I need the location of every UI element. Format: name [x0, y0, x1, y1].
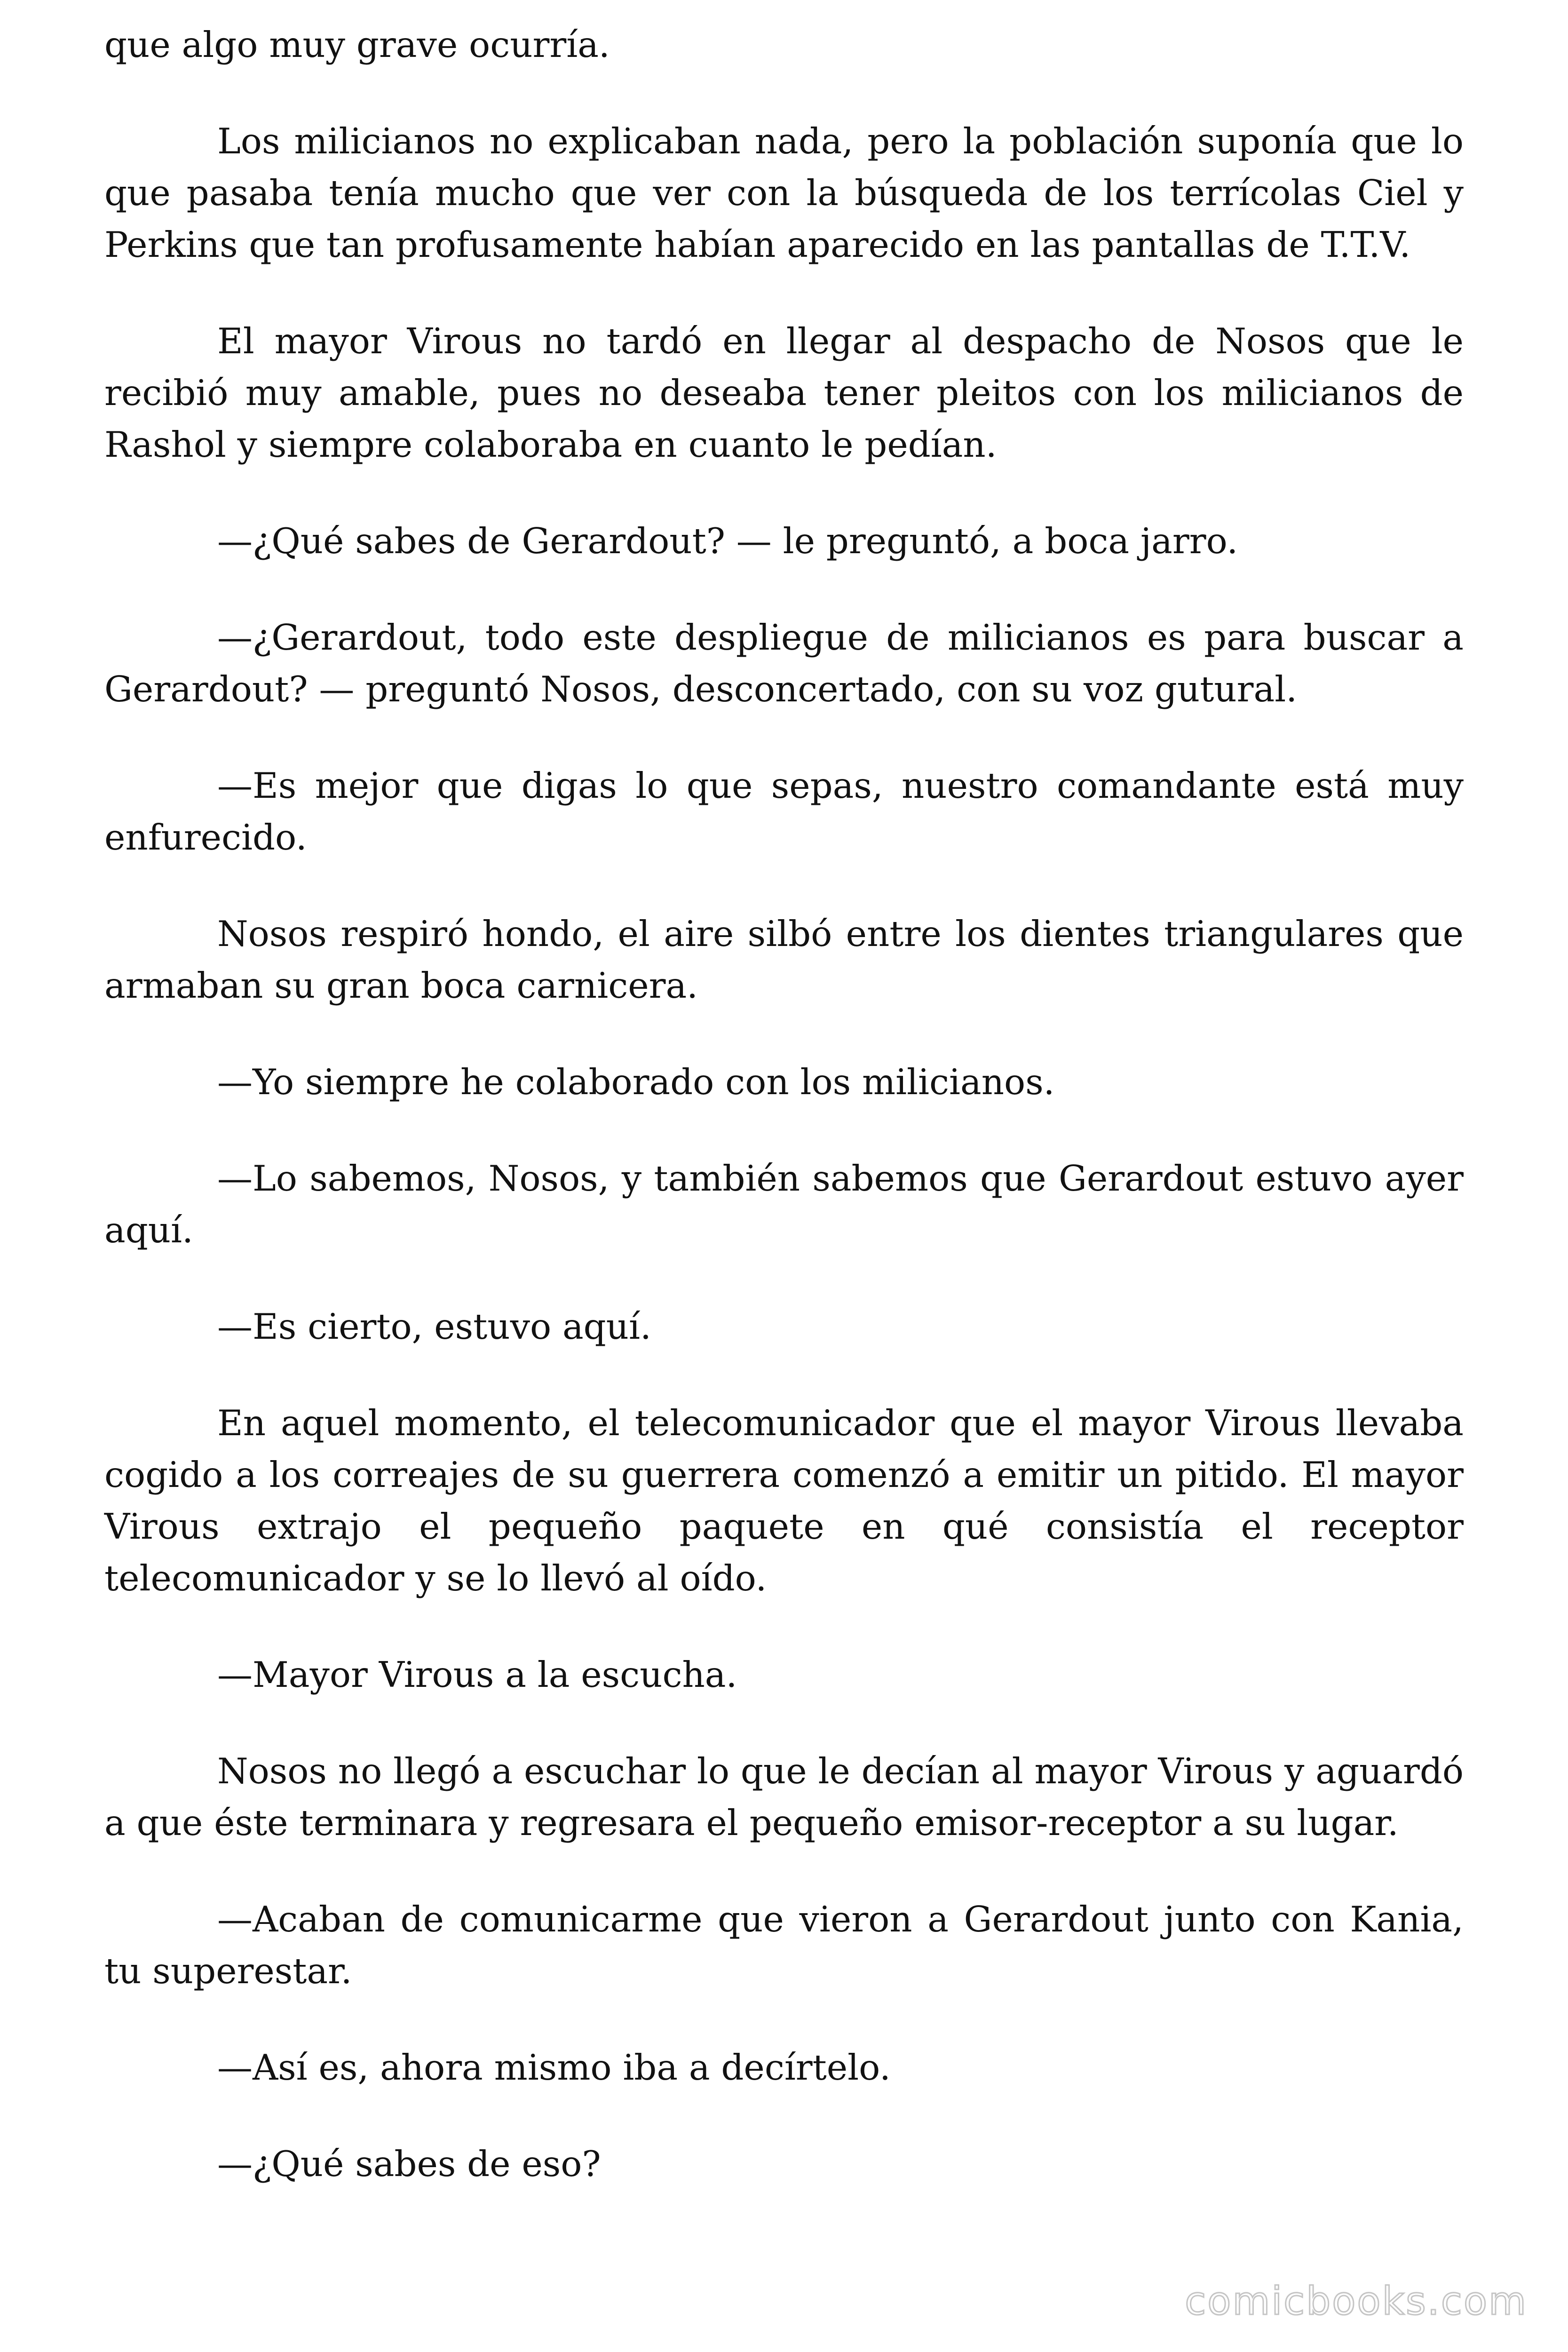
paragraph: —Es mejor que digas lo que sepas, nuestro comandante está muy enfurecido.: [104, 765, 1464, 858]
paragraph: Nosos respiró hondo, el aire silbó entre los dientes triangulares que armaban su gran boca carnicera.: [104, 913, 1464, 1006]
paragraph: Nosos no llegó a escuchar lo que le decían al mayor Virous y aguardó a que éste terminara y regresara el pequeño emisor-receptor a su lugar.: [104, 1750, 1464, 1843]
paragraph: —Así es, ahora mismo iba a decírtelo.: [217, 2047, 891, 2088]
paragraph: El mayor Virous no tardó en llegar al despacho de Nosos que le recibió muy amable, pues no deseaba tener pleitos con los milicianos de Rashol y siempre colaboraba en cuanto le pedían.: [104, 320, 1464, 465]
paragraph: —Mayor Virous a la escucha.: [217, 1654, 737, 1695]
paragraph: Los milicianos no explicaban nada, pero la población suponía que lo que pasaba tenía mucho que ver con la búsqueda de los terrícolas Ciel y Perkins que tan profusamente habían aparecido en las pantallas de T.T.V.: [104, 120, 1464, 265]
paragraph: —Es cierto, estuvo aquí.: [217, 1306, 651, 1347]
body-text: [104, 19, 1464, 2234]
paragraph: —Yo siempre he colaborado con los milicianos.: [217, 1061, 1055, 1103]
watermark: comicbooks.com: [1185, 2279, 1528, 2324]
paragraph: —¿Qué sabes de eso?: [217, 2143, 601, 2185]
paragraph: En aquel momento, el telecomunicador que el mayor Virous llevaba cogido a los correajes de su guerrera comenzó a emitir un pitido. El mayor Virous extrajo el pequeño paquete en qué consistía el receptor telecomunicador y se lo llevó al oído.: [104, 1402, 1464, 1599]
paragraph: que algo muy grave ocurría.: [104, 24, 610, 65]
paragraph: —Lo sabemos, Nosos, y también sabemos que Gerardout estuvo ayer aquí.: [104, 1158, 1464, 1251]
paragraph: —¿Qué sabes de Gerardout? — le preguntó, a boca jarro.: [217, 520, 1238, 562]
paragraph: —Acaban de comunicarme que vieron a Gerardout junto con Kania, tu superestar.: [104, 1899, 1464, 1992]
paragraph: —¿Gerardout, todo este despliegue de milicianos es para buscar a Gerardout? — preguntó Nosos, desconcertado, con su voz gutural.: [104, 617, 1464, 710]
